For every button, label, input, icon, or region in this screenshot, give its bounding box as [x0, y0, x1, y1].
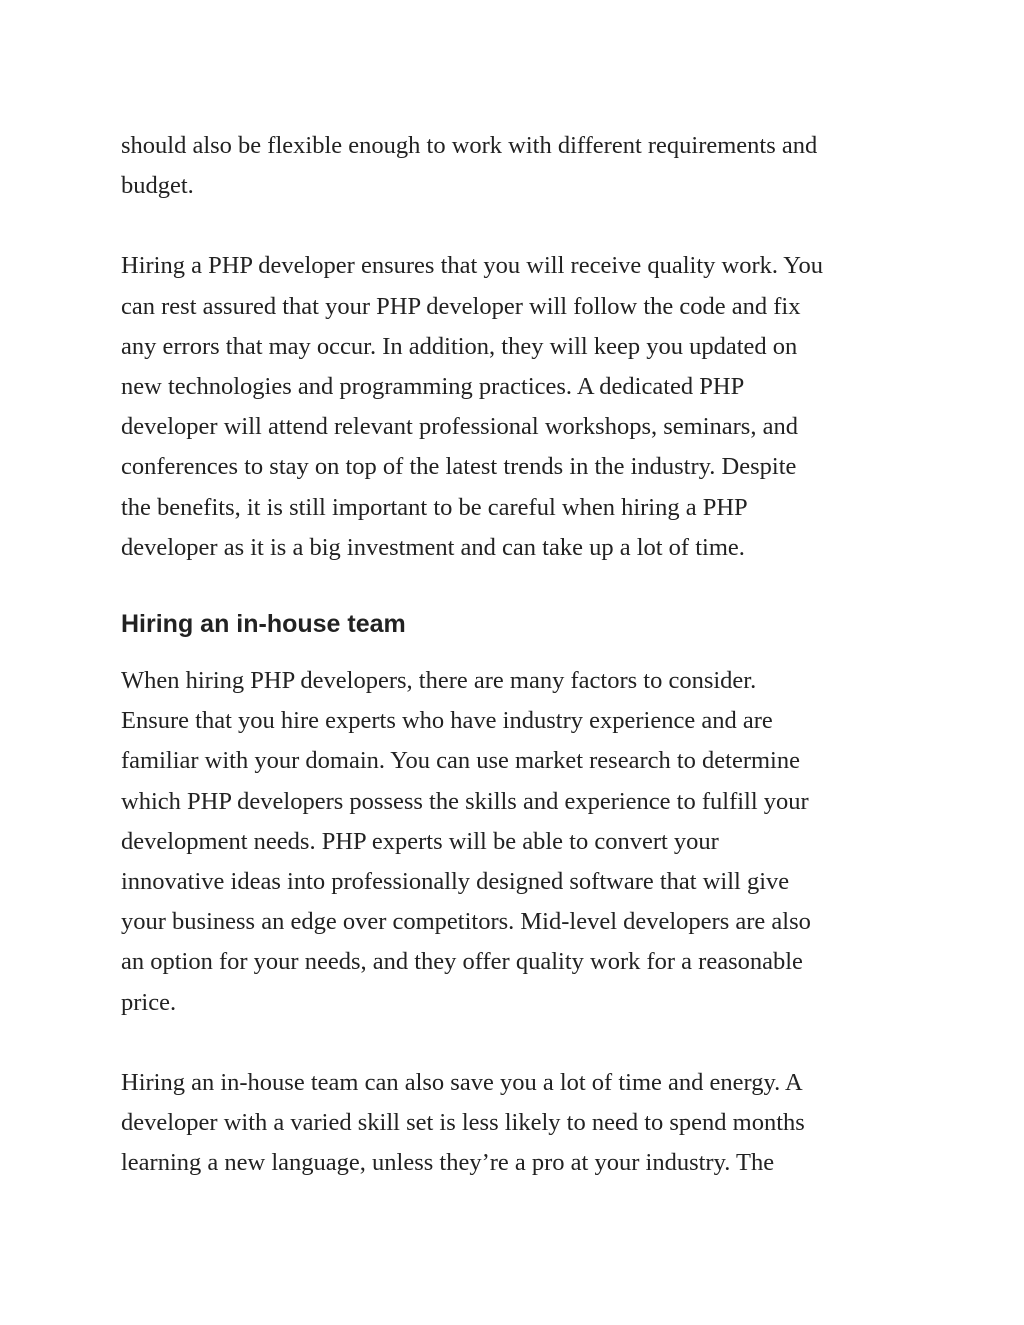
text-line: an option for your needs, and they offer quality work for a reasonable [121, 948, 803, 976]
text-line: budget. [121, 172, 194, 200]
text-line: development needs. PHP experts will be able to convert your [121, 827, 719, 855]
section-heading: Hiring an in-house team [121, 610, 406, 639]
text-line: new technologies and programming practices. A dedicated PHP [121, 373, 745, 401]
text-line: which PHP developers possess the skills and experience to fulfill your [121, 787, 809, 815]
text-line: Hiring a PHP developer ensures that you will receive quality work. You [121, 252, 823, 280]
text-line: your business an edge over competitors. Mid-level developers are also [121, 908, 811, 936]
text-line: conferences to stay on top of the latest trends in the industry. Despite [121, 453, 797, 481]
text-line: the benefits, it is still important to be careful when hiring a PHP [121, 493, 748, 521]
text-line: should also be flexible enough to work with different requirements and [121, 132, 818, 159]
text-line: learning a new language, unless they’re a pro at your industry. The [121, 1149, 775, 1177]
text-line: When hiring PHP developers, there are many factors to consider. [121, 667, 757, 695]
text-line: developer will attend relevant professional workshops, seminars, and [121, 413, 798, 441]
text-line: developer as it is a big investment and can take up a lot of time. [121, 533, 745, 561]
text-line: price. [121, 988, 177, 1016]
text-line: Hiring an in-house team can also save you a lot of time and energy. A [121, 1068, 803, 1096]
text-line: any errors that may occur. In addition, they will keep you updated on [121, 332, 798, 360]
text-line: developer with a varied skill set is less likely to need to spend months [121, 1109, 805, 1137]
text-line: familiar with your domain. You can use market research to determine [121, 747, 800, 775]
text-line: innovative ideas into professionally designed software that will give [121, 868, 790, 896]
text-line: can rest assured that your PHP developer will follow the code and fix [121, 292, 801, 320]
paragraph-quality-work [121, 246, 911, 568]
document-body [121, 126, 911, 1223]
text-line: Ensure that you hire experts who have industry experience and are [121, 707, 773, 735]
paragraph-in-house-savings [121, 1063, 911, 1184]
paragraph-factors [121, 661, 911, 1023]
paragraph-flexibility [121, 126, 911, 206]
